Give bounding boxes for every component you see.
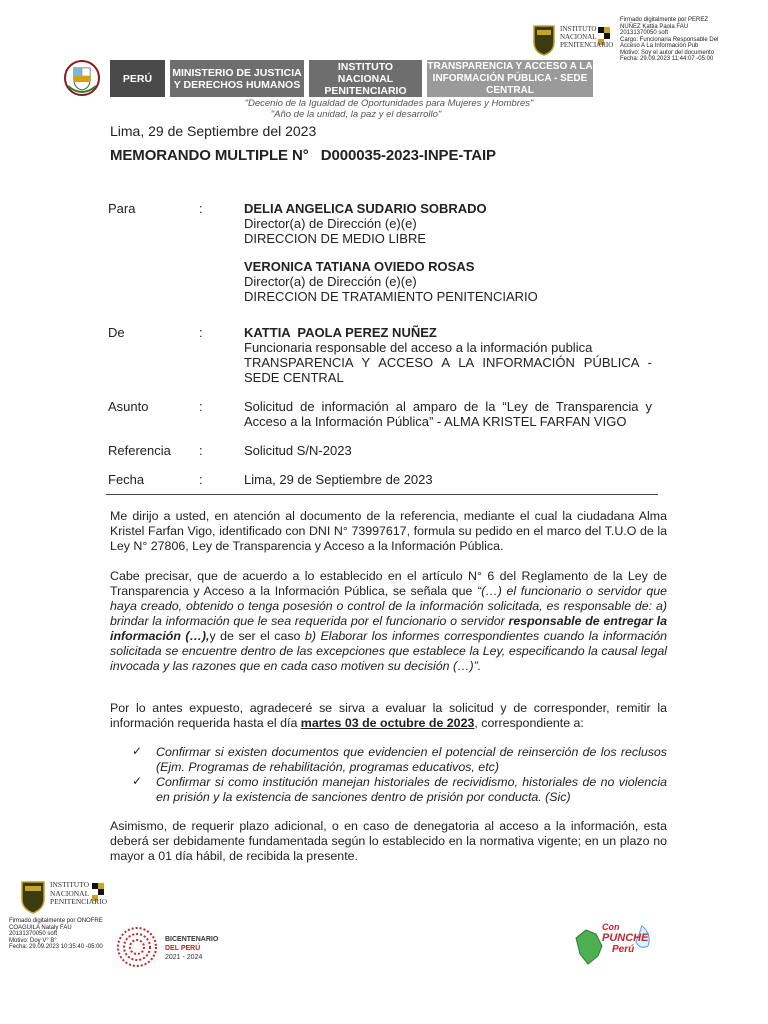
- logo-line-3: PENITENCIARIO: [50, 897, 108, 906]
- fecha-value: Lima, 29 de Septiembre de 2023: [244, 472, 433, 487]
- campaign-line-2: PUNCHE: [602, 932, 649, 944]
- bicentenario-emblem-icon: [115, 925, 159, 969]
- colon: :: [199, 325, 203, 340]
- body-paragraph-3: Por lo antes expuesto, agradeceré se sirva a evaluar la solicitud y de corresponder, remitir la información requerida hasta el día martes 03 de octubre de 2023, correspondiente a:: [110, 701, 667, 730]
- header-office: TRANSPARENCIA Y ACCESO A LA INFORMACIÓN PÚBLICA - SEDE CENTRAL: [427, 60, 593, 96]
- body-paragraph-2: Cabe precisar, que de acuerdo a lo establecido en el artículo N° 6 del Reglamento de la Ley de Transparencia y Acceso a la Información Pública, se señala que “(…) el funcionario o servidor que haya creado, obtenido o tenga posesión o control de la información solicitada, es responsable de: a) brindar la información que le sea requerida por el funcionario o servidor responsable de entregar la información (…),y de ser el caso b) Elaborar los informes correspondientes cuando la información solicitada se encuentre dentro de las excepciones que establece la Ley, especificando la causal legal invocada y las razones que en cada caso motiven su decisión (…)”.: [110, 569, 667, 673]
- recipient-1-name: DELIA ANGELICA SUDARIO SOBRADO: [244, 201, 487, 216]
- logo-line-1: INSTITUTO: [50, 880, 90, 889]
- recipient-1: [244, 201, 652, 246]
- logo-line-2: NACIONAL: [50, 888, 90, 898]
- logo-line-1: INSTITUTO: [560, 25, 597, 33]
- bullet-2: Confirmar si como institución manejan historiales de recividismo, historiales de no violencia en prisión y la existencia de sanciones dentro de prisión por conducta. (Sic): [156, 775, 667, 804]
- recipient-1-role: Director(a) de Dirección (e)(e): [244, 216, 417, 231]
- colon: :: [199, 443, 203, 458]
- date-line: Lima, 29 de Septiembre del 2023: [110, 123, 317, 139]
- label-para: Para: [108, 201, 136, 216]
- motto-decade: "Decenio de la Igualdad de Oportunidades para Mujeres y Hombres": [244, 98, 534, 109]
- recipient-2-unit: DIRECCION DE TRATAMIENTO PENITENCIARIO: [244, 289, 538, 304]
- header-peru: PERÚ: [110, 60, 165, 97]
- colon: :: [199, 201, 203, 216]
- label-asunto: Asunto: [108, 399, 149, 414]
- header-institute: INSTITUTO NACIONAL PENITENCIARIO: [309, 60, 422, 97]
- campaign-line-3: Perú: [612, 944, 635, 955]
- peru-coat-of-arms: [62, 58, 102, 100]
- con-punche-peru-logo: [572, 920, 660, 972]
- header-ministry: MINISTERIO DE JUSTICIA Y DERECHOS HUMANOS: [170, 60, 304, 97]
- memo-title: MEMORANDO MULTIPLE N° D000035-2023-INPE-TAIP: [110, 147, 496, 164]
- sender: [244, 325, 652, 385]
- colon: :: [199, 399, 203, 414]
- sender-role: Funcionaria responsable del acceso a la información publica: [244, 340, 593, 355]
- sender-name: KATTIA PAOLA PEREZ NUÑEZ: [244, 325, 437, 340]
- sender-unit: TRANSPARENCIA Y ACCESO A LA INFORMACIÓN PÚBLICA - SEDE CENTRAL: [244, 355, 652, 385]
- body-paragraph-4: Asimismo, de requerir plazo adicional, o en caso de denegatoria al acceso a la información, esta deberá ser debidamente fundamentada según lo establecido en la normativa vigente; en un plazo no mayor a 01 día hábil, de recibida la presente.: [110, 819, 667, 863]
- divider: [106, 494, 658, 495]
- label-de: De: [108, 325, 125, 340]
- recipient-2-role: Director(a) de Dirección (e)(e): [244, 274, 417, 289]
- recipient-2: [244, 259, 652, 304]
- deadline-date: martes 03 de octubre de 2023: [300, 716, 475, 730]
- recipient-2-name: VERONICA TATIANA OVIEDO ROSAS: [244, 259, 475, 274]
- check-icon: ✓: [132, 774, 143, 788]
- check-icon: ✓: [132, 744, 143, 758]
- campaign-line-1: Con: [602, 922, 620, 932]
- label-fecha: Fecha: [108, 472, 145, 487]
- digital-signature-top: Firmado digitalmente por PEREZ NUÑEZ Kattia Paola FAU 20131370050 soft Cargo: Funcionaria Responsable Del Acceso A La Información Pub Motivo: Soy el autor del documento Fecha: 29.09.2023 11:44:07 -05:00: [620, 17, 719, 62]
- bicentenario-line-2: DEL PERÚ: [165, 945, 201, 952]
- label-referencia: Referencia: [108, 443, 171, 458]
- logo-line-2: NACIONAL: [560, 33, 597, 41]
- referencia-value: Solicitud S/N-2023: [244, 443, 352, 458]
- colon: :: [199, 472, 203, 487]
- motto-year: "Año de la unidad, la paz y el desarrollo": [270, 109, 442, 120]
- bicentenario-logo: [115, 925, 235, 969]
- inpe-logo-footer: [18, 880, 110, 914]
- bicentenario-line-1: BICENTENARIO: [165, 936, 219, 943]
- body-paragraph-1: Me dirijo a usted, en atención al documento de la referencia, mediante el cual la ciudadana Alma Kristel Farfan Vigo, identificado con DNI N° 73997617, formula su pedido en el marco del T.U.O de la Ley N° 27806, Ley de Transparencia y Acceso a la Información Pública.: [110, 509, 667, 553]
- coat-of-arms-icon: [62, 58, 102, 100]
- inpe-logo-top: [530, 24, 614, 56]
- recipient-1-unit: DIRECCION DE MEDIO LIBRE: [244, 231, 427, 246]
- bullet-1: Confirmar si existen documentos que evidencien el potencial de reinserción de los reclusos (Ejm. Programas de rehabilitación, programas educativos, etc): [156, 745, 667, 774]
- asunto-value: Solicitud de información al amparo de la “Ley de Transparencia y Acceso a la Información Pública” - ALMA KRISTEL FARFAN VIGO: [244, 399, 652, 429]
- digital-signature-footer: Firmado digitalmente por ONOFRE COAGUILA Nataly FAU 20131370050 soft Motivo: Doy V° B° Fecha: 29.09.2023 10:35:40 -05:00: [9, 918, 103, 950]
- logo-line-3: PENITENCIARIO: [560, 41, 614, 49]
- bicentenario-line-3: 2021 - 2024: [165, 954, 203, 961]
